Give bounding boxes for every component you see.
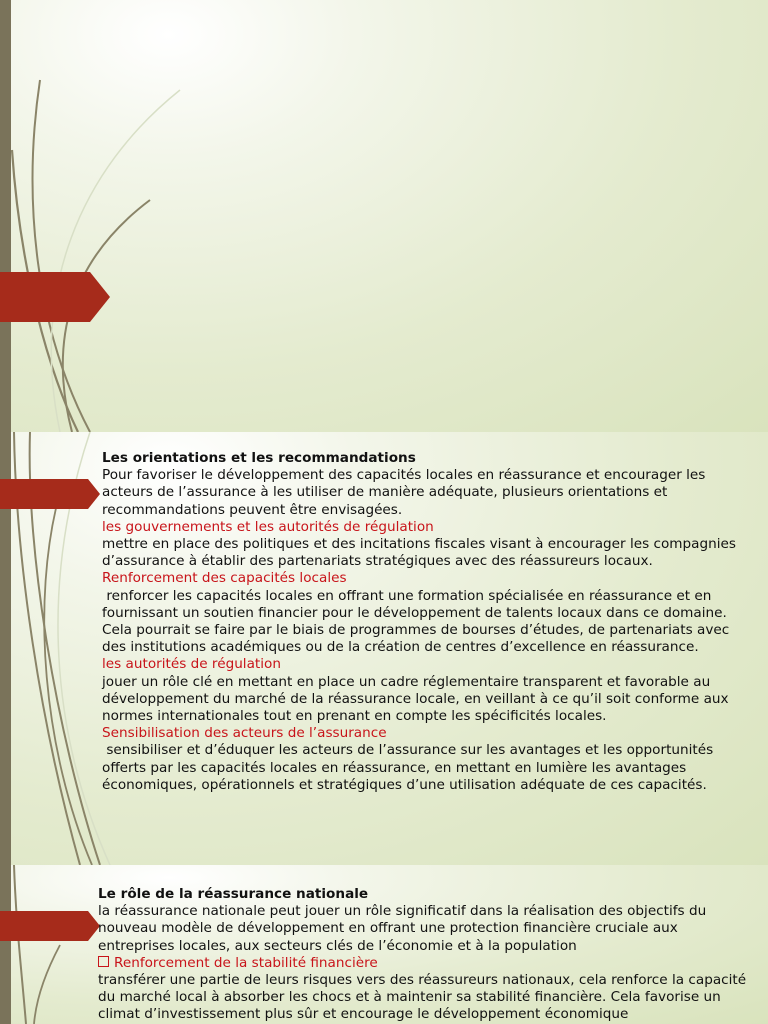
left-bar	[0, 0, 11, 432]
section-title: les autorités de régulation	[102, 656, 281, 673]
slide-reassurance-nationale	[0, 865, 768, 1024]
section-body: renforcer les capacités locales en offrant une formation spécialisée en réassurance et en fournissant un soutien financier pour le développement de talents locaux dans ce domaine. Cela pourrait se faire par le biais de programmes de bourses d’études, de partenariats avec des institutions académiques ou de la création de centres d’excellence en réassurance.	[102, 587, 734, 656]
section-title: Sensibilisation des acteurs de l’assurance	[102, 725, 387, 742]
red-arrow-tab	[0, 911, 100, 941]
section-body: transférer une partie de leurs risques vers des réassureurs nationaux, cela renforce la capacité du marché local à absorber les chocs et à maintenir sa stabilité financière. Cela favorise un climat d’investissement plus sûr et encourage le développement économique	[98, 972, 747, 1023]
slide-title	[0, 0, 768, 432]
slide-orientations	[0, 432, 768, 865]
red-arrow-tab	[0, 479, 100, 509]
slide-content	[102, 450, 752, 794]
slide-content	[98, 886, 750, 1024]
section-body: mettre en place des politiques et des incitations fiscales visant à encourager les compagnies d’assurance à établir des partenariats stratégiques avec des réassureurs locaux.	[102, 536, 736, 570]
slide-heading: Le rôle de la réassurance nationale	[98, 886, 369, 902]
section-title: Renforcement des capacités locales	[102, 570, 347, 587]
slide-heading: Les orientations et les recommandations	[102, 450, 416, 466]
intro-paragraph: la réassurance nationale peut jouer un rôle significatif dans la réalisation des objectifs du nouveau modèle de développement en offrant une protection financière cruciale aux entreprises locales, aux secteurs clés de l’économie et à la population	[98, 903, 707, 954]
left-bar	[0, 865, 11, 1024]
checkbox-bullet-icon	[98, 956, 109, 967]
red-arrow-tab	[0, 272, 110, 322]
intro-paragraph: Pour favoriser le développement des capacités locales en réassurance et encourager les acteurs de l’assurance à les utiliser de manière adéquate, plusieurs orientations et recommandations peuvent être envisagées.	[102, 467, 706, 518]
decorative-curves	[0, 0, 200, 432]
bullet-title	[98, 955, 750, 972]
section-title: Renforcement de la stabilité financière	[114, 954, 378, 971]
section-body: sensibiliser et d’éduquer les acteurs de l’assurance sur les avantages et les opportunités offerts par les capacités locales en réassurance, en mettant en lumière les avantages économiques, opérationnels et stratégiques d’une utilisation adéquate de ces capacités.	[102, 742, 718, 793]
section-title: les gouvernements et les autorités de régulation	[102, 518, 434, 535]
section-body: jouer un rôle clé en mettant en place un cadre réglementaire transparent et favorable au développement du marché de la réassurance locale, en veillant à ce qu’il soit conforme aux normes internationales tout en prenant en compte les spécificités locales.	[102, 673, 729, 725]
